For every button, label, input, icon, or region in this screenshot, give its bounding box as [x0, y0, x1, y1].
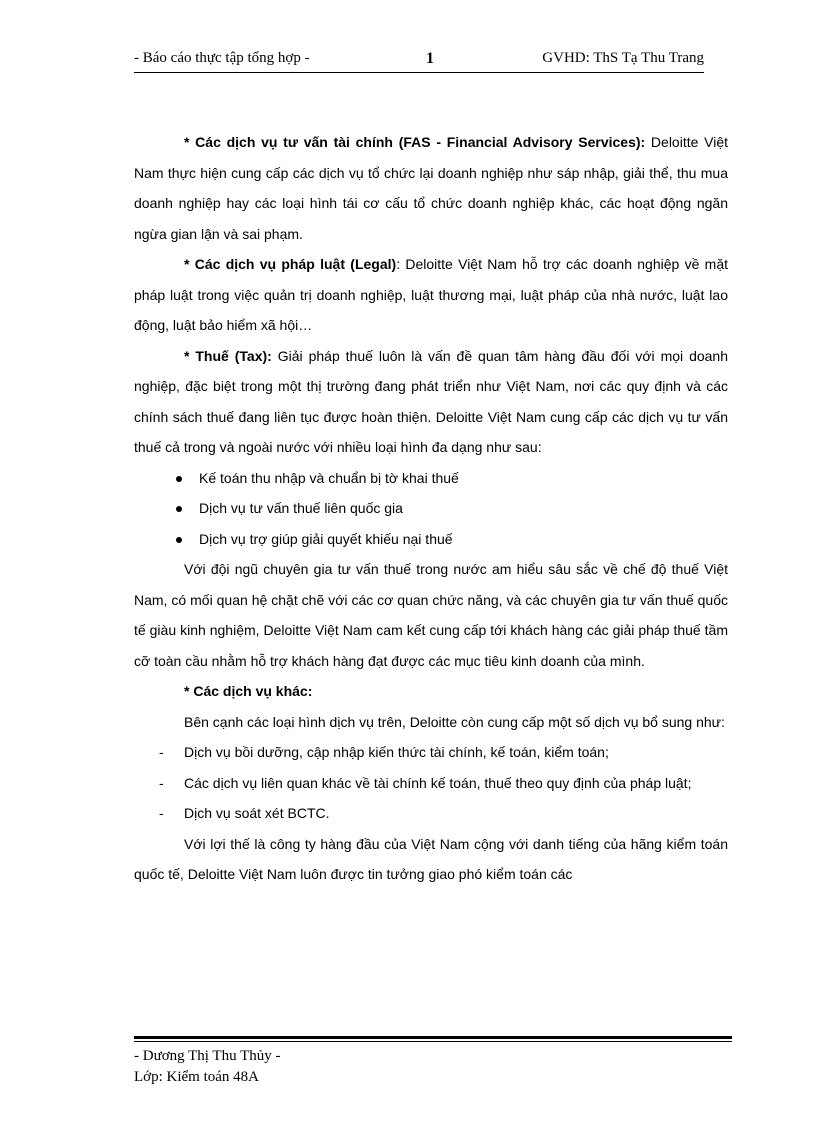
bullet-icon — [176, 506, 182, 512]
closing-paragraph: Với lợi thế là công ty hàng đầu của Việt Nam cộng với danh tiếng của hãng kiểm toán quốc tế, Deloitte Việt Nam luôn được tin tưởng giao phó kiểm toán các — [134, 835, 728, 882]
dash-icon: - — [159, 774, 164, 791]
list-item-text: Dịch vụ tư vấn thuế liên quốc gia — [199, 500, 403, 516]
tax-title: * Thuế (Tax): — [184, 347, 272, 364]
other-services-list — [134, 737, 728, 829]
legal-text: : Deloitte Việt Nam hỗ trợ các doanh nghiệp về mặt pháp luật trong việc quản trị doanh nghiệp, luật thương mại, luật pháp của nhà nước, luật lao động, luật bảo hiểm xã hội… — [134, 256, 729, 333]
footer-rule-thin — [134, 1041, 732, 1042]
legal-title: * Các dịch vụ pháp luật (Legal) — [184, 256, 397, 272]
bullet-icon — [176, 476, 182, 482]
list-item — [134, 493, 728, 524]
list-item — [134, 737, 728, 768]
dash-icon: - — [159, 744, 164, 760]
tax-paragraph — [134, 341, 728, 463]
header-rule — [134, 72, 704, 73]
page-number: 1 — [426, 50, 434, 67]
list-item — [134, 768, 728, 799]
list-item-text: Các dịch vụ liên quan khác về tài chính kế toán, thuế theo quy định của pháp luật; — [184, 774, 692, 791]
footer-class: Lớp: Kiểm toán 48A — [134, 1069, 259, 1085]
page-header — [134, 48, 704, 72]
header-supervisor: GVHD: ThS Tạ Thu Trang — [542, 50, 704, 66]
header-report-title: - Báo cáo thực tập tổng hợp - — [134, 50, 310, 66]
fas-text: Deloitte Việt Nam thực hiện cung cấp các dịch vụ tổ chức lại doanh nghiệp như sáp nhập, giải thể, thu mua doanh nghiệp hay các loại hình tái cơ cấu tổ chức doanh nghiệp khác, các hoạt động ngăn ngừa gian lận và sai phạm. — [134, 134, 728, 242]
list-item — [134, 524, 728, 555]
document-body — [134, 127, 728, 890]
footer-rule-thick — [134, 1036, 732, 1039]
list-item-text: Dịch vụ soát xét BCTC. — [184, 805, 330, 821]
tax-text: Giải pháp thuế luôn là vấn đề quan tâm hàng đầu đối với mọi doanh nghiệp, đặc biệt trong một thị trường đang phát triển như Việt Nam, nơi các quy định và các chính sách thuế đang liên tục được hoàn thiện. Deloitte Việt Nam cung cấp các dịch vụ tư vấn thuế cả trong và ngoài nước với nhiều loại hình đa dạng như sau: — [134, 347, 728, 455]
tax-conclusion: Với đội ngũ chuyên gia tư vấn thuế trong nước am hiểu sâu sắc về chế độ thuế Việt Nam, có mối quan hệ chặt chẽ với các cơ quan chức năng, và các chuyên gia tư vấn thuế quốc tế giàu kinh nghiệm, Deloitte Việt Nam cam kết cung cấp tới khách hàng các giải pháp thuế tầm cỡ toàn cầu nhằm hỗ trợ khách hàng đạt được các mục tiêu kinh doanh của mình. — [134, 561, 728, 669]
other-services-intro: Bên cạnh các loại hình dịch vụ trên, Deloitte còn cung cấp một số dịch vụ bổ sung như: — [184, 713, 725, 730]
list-item-text: Dịch vụ bồi dưỡng, cập nhập kiến thức tài chính, kế toán, kiểm toán; — [184, 744, 609, 760]
legal-paragraph — [134, 249, 728, 341]
fas-title: * Các dịch vụ tư vấn tài chính (FAS - Financial Advisory Services): — [184, 134, 646, 150]
list-item-text: Dịch vụ trợ giúp giải quyết khiếu nại thuế — [199, 530, 453, 547]
list-item-text: Kế toán thu nhập và chuẩn bị tờ khai thuế — [199, 469, 459, 486]
fas-paragraph — [134, 127, 728, 249]
tax-service-list — [134, 463, 728, 555]
footer-author: - Dương Thị Thu Thủy - — [134, 1048, 281, 1064]
other-services-title: * Các dịch vụ khác: — [184, 683, 313, 699]
bullet-icon — [176, 537, 182, 543]
list-item — [134, 798, 728, 829]
page-footer — [134, 1046, 280, 1088]
list-item — [134, 463, 728, 494]
dash-icon: - — [159, 805, 164, 821]
